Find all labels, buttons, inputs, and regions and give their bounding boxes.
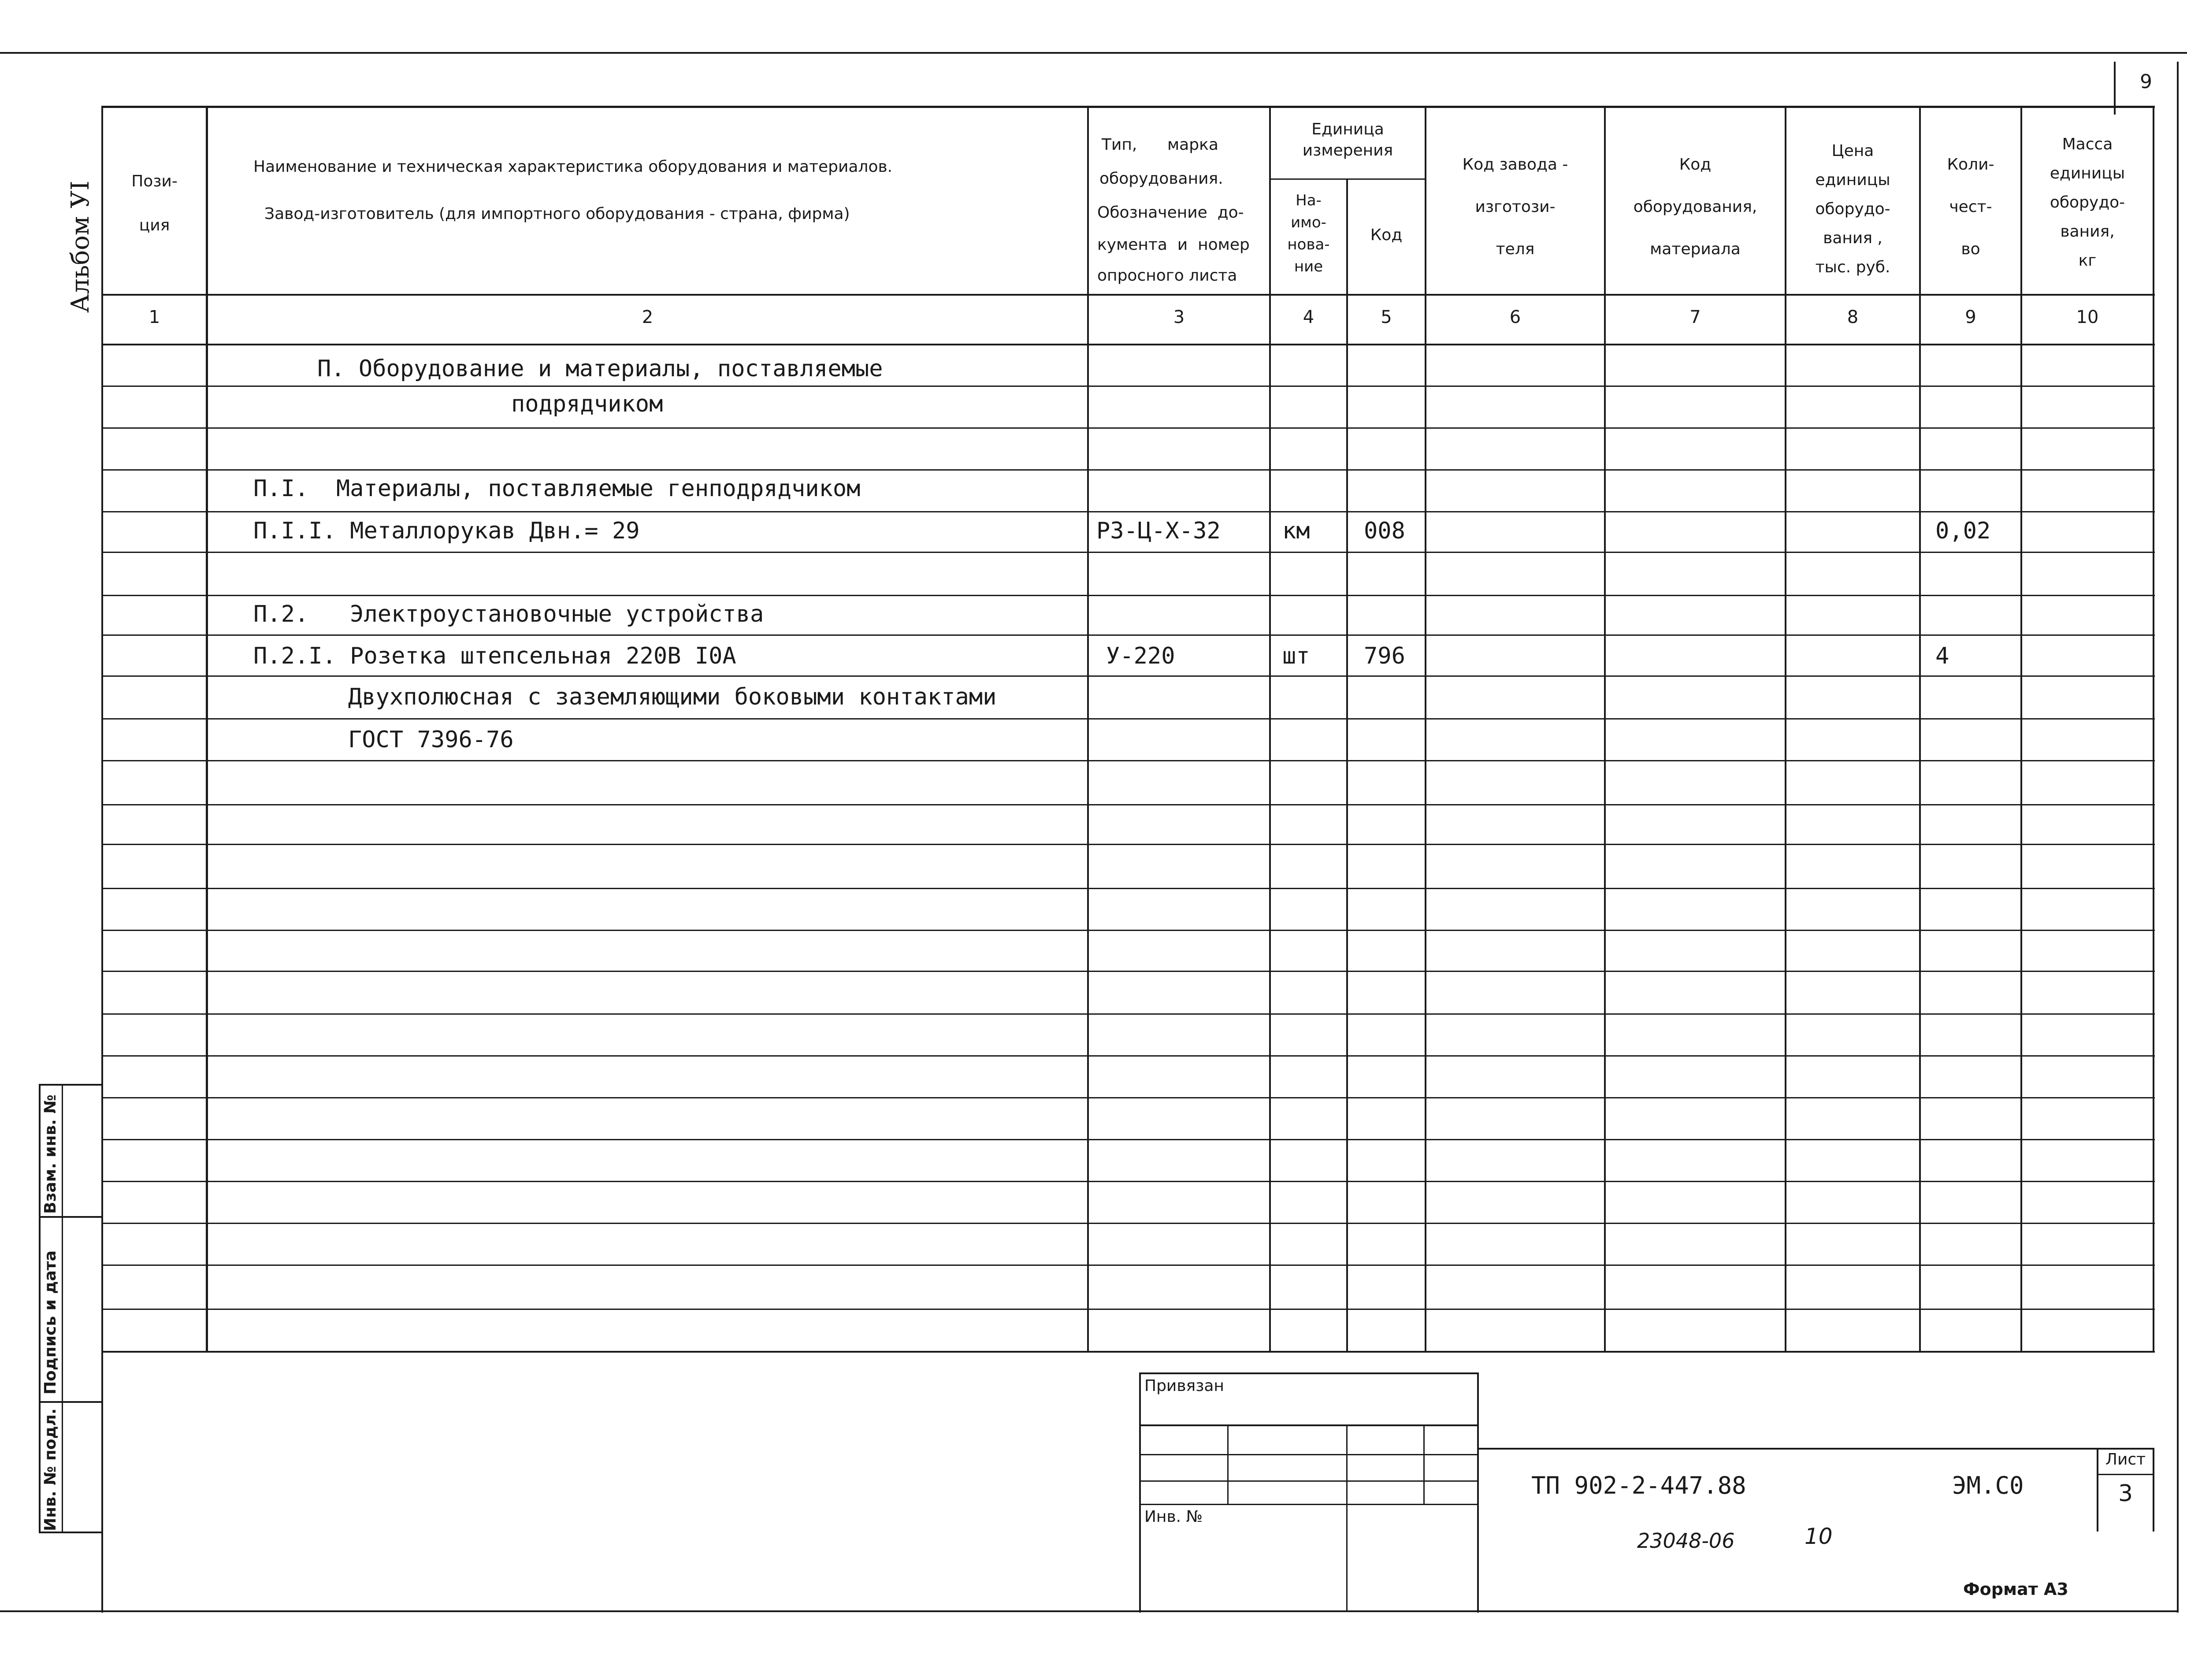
col-line-6 xyxy=(1604,106,1606,1353)
col-number-10: 10 xyxy=(2076,307,2099,327)
stamp-inv-label: Инв. № подл. xyxy=(41,1408,59,1531)
stamp-podpis-label: Подпись и дата xyxy=(41,1250,59,1394)
col-number-3: 3 xyxy=(1173,307,1185,327)
col-line-2 xyxy=(1087,106,1089,1353)
privyazan-right-line xyxy=(1477,1372,1479,1613)
row-line-20 xyxy=(101,1181,2155,1182)
album-label-text: Альбом УI xyxy=(66,181,95,313)
table-top-line xyxy=(101,106,2155,108)
doc-code: ТП 902-2-447.88 xyxy=(1531,1472,1746,1499)
header-position: Пози- ция xyxy=(131,172,178,234)
row-line-11 xyxy=(101,804,2155,805)
row-line-23 xyxy=(101,1309,2155,1310)
title-top-line xyxy=(1477,1448,2098,1450)
row-line-18 xyxy=(101,1097,2155,1098)
row-7-name: П.2. Электроустановочные устройства xyxy=(253,601,764,627)
top-border-line xyxy=(0,52,2187,54)
row-5-name: П.I.I. Металлорукав Двн.= 29 xyxy=(253,518,640,544)
row-8-unit: шт xyxy=(1282,643,1310,669)
col-line-7 xyxy=(1785,106,1786,1353)
header-quantity: Коли- чест- во xyxy=(1947,156,1994,258)
table-right-line xyxy=(2153,106,2154,1353)
col-line-3 xyxy=(1269,106,1271,1353)
header-plant-code: Код завода - изготози- теля xyxy=(1462,156,1568,258)
row-5-code: 008 xyxy=(1364,518,1405,544)
bottom-border-line xyxy=(0,1610,2179,1612)
col-line-5 xyxy=(1425,106,1426,1353)
privyazan-line-1 xyxy=(1139,1424,1478,1426)
col-number-6: 6 xyxy=(1509,307,1521,327)
header-unit-code: Код xyxy=(1370,226,1403,244)
row-line-16 xyxy=(101,1013,2155,1015)
row-line-12 xyxy=(101,844,2155,845)
row-line-14 xyxy=(101,930,2155,931)
privyazan-col-3 xyxy=(1423,1424,1425,1504)
col-number-5: 5 xyxy=(1381,307,1392,327)
row-9-name: Двухполюсная с заземляющими боковыми контактами xyxy=(348,684,997,710)
row-line-22 xyxy=(101,1265,2155,1266)
format-label: Формат А3 xyxy=(1963,1580,2068,1599)
header-name-line2: Завод-изготовитель (для импортного оборудования - страна, фирма) xyxy=(264,205,850,223)
stamp-top-line xyxy=(39,1084,101,1086)
row-5-type: Р3-Ц-Х-32 xyxy=(1096,518,1221,544)
col-number-9: 9 xyxy=(1965,307,1976,327)
stamp-left-line xyxy=(39,1084,41,1533)
privyazan-line-4 xyxy=(1139,1504,1478,1505)
row-8-name: П.2.I. Розетка штепсельная 220В I0А xyxy=(253,643,736,669)
header-name-line1: Наименование и техническая характеристика оборудования и материалов. xyxy=(253,158,893,176)
privyazan-label: Привязан xyxy=(1144,1377,1224,1395)
handwritten-number-2: 10 xyxy=(1805,1524,1833,1549)
album-label xyxy=(66,181,95,313)
row-5-unit: км xyxy=(1282,518,1310,544)
stamp-vzam-label: Взам. инв. № xyxy=(41,1094,59,1214)
sheet-box-mid xyxy=(2097,1474,2154,1475)
col-number-2: 2 xyxy=(642,307,654,327)
row-8-code: 796 xyxy=(1364,643,1405,669)
row-8-type: У-220 xyxy=(1106,643,1175,669)
table-bottom-line xyxy=(101,1351,2155,1353)
col-number-4: 4 xyxy=(1303,307,1314,327)
header-type-line2: оборудования. xyxy=(1099,170,1223,188)
right-border-line xyxy=(2177,62,2179,1613)
header-unit-name: На- имо- нова- ние xyxy=(1287,192,1330,275)
col-line-9 xyxy=(2020,106,2022,1353)
page-number: 9 xyxy=(2140,70,2152,93)
header-unit-group: Единица измерения xyxy=(1302,120,1393,159)
handwritten-number: 23048-06 xyxy=(1637,1529,1735,1553)
sheet-box-top xyxy=(2097,1448,2154,1450)
sheet-number: 3 xyxy=(2118,1480,2133,1507)
privyazan-col-2 xyxy=(1346,1424,1348,1612)
row-line-19 xyxy=(101,1139,2155,1140)
col-line-1 xyxy=(206,106,208,1353)
doc-mark: ЭМ.С0 xyxy=(1952,1472,2024,1499)
stamp-bottom-line xyxy=(39,1532,101,1533)
row-5-qty: 0,02 xyxy=(1935,518,1991,544)
col-number-7: 7 xyxy=(1689,307,1701,327)
row-1-name: П. Оборудование и материалы, поставляемые xyxy=(317,356,883,382)
row-10-name: ГОСТ 7396-76 xyxy=(348,727,514,753)
privyazan-top-line xyxy=(1139,1372,1478,1374)
stamp-sep-1 xyxy=(39,1216,101,1218)
header-type-line5: опросного листа xyxy=(1097,267,1237,285)
inv-no-label: Инв. № xyxy=(1144,1508,1203,1526)
stamp-inner-line xyxy=(62,1084,63,1533)
numbers-bottom-line xyxy=(101,344,2155,345)
header-price: Цена единицы оборудо- вания , тыс. руб. xyxy=(1815,142,1890,276)
header-equipment-code: Код оборудования, материала xyxy=(1633,156,1757,258)
row-8-qty: 4 xyxy=(1935,643,1949,669)
sheet-box-right xyxy=(2153,1448,2154,1532)
row-line-2 xyxy=(101,427,2155,429)
row-line-13 xyxy=(101,888,2155,889)
col-number-8: 8 xyxy=(1847,307,1859,327)
row-line-17 xyxy=(101,1055,2155,1057)
header-type-line3: Обозначение до- xyxy=(1097,204,1244,222)
header-bottom-line xyxy=(101,294,2155,296)
privyazan-line-3 xyxy=(1139,1480,1478,1482)
row-2-name: подрядчиком xyxy=(511,391,663,417)
stamp-sep-2 xyxy=(39,1401,101,1403)
col-line-4 xyxy=(1346,178,1348,1353)
header-mass: Масса единицы оборудо- вания, кг xyxy=(2050,135,2125,270)
row-4-name: П.I. Материалы, поставляемые генподрядчиком xyxy=(253,475,861,502)
privyazan-line-2 xyxy=(1139,1454,1478,1455)
sheet-label: Лист xyxy=(2105,1450,2146,1469)
col-number-1: 1 xyxy=(149,307,160,327)
header-type-line1: Тип, марка xyxy=(1102,136,1218,154)
header-type-line4: кумента и номер xyxy=(1097,236,1250,254)
row-line-15 xyxy=(101,971,2155,972)
privyazan-col-1 xyxy=(1227,1424,1229,1504)
privyazan-left-line xyxy=(1139,1372,1141,1613)
col-line-8 xyxy=(1919,106,1921,1353)
row-line-5 xyxy=(101,552,2155,553)
row-line-21 xyxy=(101,1223,2155,1224)
